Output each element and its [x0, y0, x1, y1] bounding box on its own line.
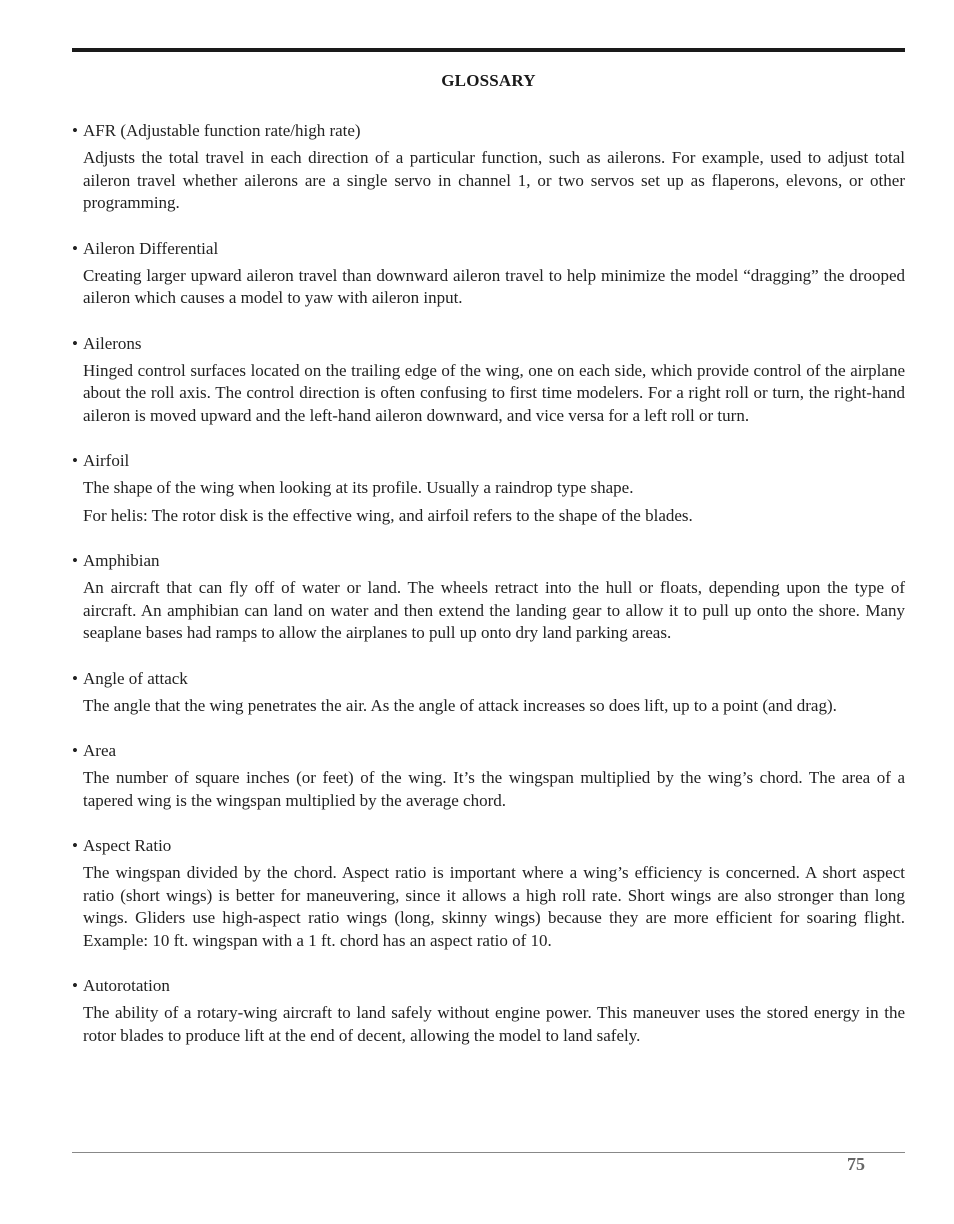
term-definition: Hinged control surfaces located on the trailing edge of the wing, one on each side, which provide control of the airplane about the roll axis. The control direction is often confusing to first time modelers. For a right roll or turn, the right-hand aileron is moved upward and the left-hand aileron downward, and vice versa for a left roll or turn.	[83, 360, 905, 425]
bullet-icon: •	[72, 976, 78, 995]
glossary-entry	[72, 333, 905, 428]
bullet-icon: •	[72, 551, 78, 570]
bullet-icon: •	[72, 836, 78, 855]
glossary-entry	[72, 450, 905, 527]
term-label: Aspect Ratio	[83, 836, 172, 855]
term-definition: Creating larger upward aileron travel than downward aileron travel to help minimize the model “dragging” the drooped aileron which causes a model to yaw with aileron input.	[83, 265, 905, 307]
term-label: Aileron Differential	[83, 238, 219, 258]
page-number: 75	[847, 1154, 865, 1174]
bullet-icon: •	[72, 238, 78, 258]
term-definition: The number of square inches (or feet) of the wing. It’s the wingspan multiplied by the wing’s chord. The area of a tapered wing is the wingspan multiplied by the average chord.	[83, 768, 905, 810]
bullet-icon: •	[72, 333, 78, 353]
term-definition: The shape of the wing when looking at its profile. Usually a raindrop type shape.	[83, 478, 634, 497]
glossary-entry	[72, 120, 905, 215]
term-label: Amphibian	[83, 551, 160, 570]
top-rule	[72, 48, 905, 52]
glossary-term	[72, 835, 905, 857]
term-label: AFR (Adjustable function rate/high rate)	[83, 121, 361, 140]
glossary-entry	[72, 975, 905, 1047]
glossary-term	[72, 120, 905, 142]
term-label: Angle of attack	[83, 668, 188, 688]
term-label: Airfoil	[83, 451, 130, 470]
bullet-icon: •	[72, 741, 78, 760]
term-definition: The wingspan divided by the chord. Aspect ratio is important where a wing’s efficiency is concerned. A short aspect ratio (short wings) is better for maneuvering, since it allows a high roll rate. Short wings are also stronger than long wings. Gliders use high-aspect ratio wings (long, skinny wings) because they are more efficient for soaring flight. Example: 10 ft. wingspan with a 1 ft. chord has an aspect ratio of 10.	[83, 863, 905, 950]
term-definition: The ability of a rotary-wing aircraft to land safely without engine power. This maneuver uses the stored energy in the rotor blades to produce lift at the end of decent, allowing the model to land safely.	[83, 1003, 905, 1045]
glossary-entry	[72, 550, 905, 645]
glossary-term	[72, 333, 905, 355]
glossary-entry	[72, 835, 905, 952]
glossary-list	[72, 120, 905, 1070]
page-title: GLOSSARY	[441, 71, 536, 90]
glossary-term	[72, 550, 905, 572]
glossary-entry	[72, 740, 905, 812]
glossary-term	[72, 450, 905, 472]
bullet-icon: •	[72, 121, 78, 140]
glossary-entry	[72, 668, 905, 718]
term-label: Autorotation	[83, 976, 170, 995]
term-definition: The angle that the wing penetrates the air. As the angle of attack increases so does lift, up to a point (and drag).	[83, 695, 837, 715]
term-definition: For helis: The rotor disk is the effective wing, and airfoil refers to the shape of the blades.	[83, 505, 693, 525]
glossary-term	[72, 740, 905, 762]
bullet-icon: •	[72, 451, 78, 470]
term-definition: An aircraft that can fly off of water or land. The wheels retract into the hull or floats, depending upon the type of aircraft. An amphibian can land on water and then extend the landing gear to allow it to pull up onto the shore. Many seaplane bases had ramps to allow the airplanes to pull up onto dry land parking areas.	[83, 578, 905, 642]
glossary-entry	[72, 238, 905, 310]
glossary-term	[72, 668, 905, 690]
bottom-rule	[72, 1152, 905, 1153]
term-label: Ailerons	[83, 333, 142, 353]
term-definition: Adjusts the total travel in each direction of a particular function, such as ailerons. For example, used to adjust total aileron travel whether ailerons are a single servo in channel 1, or two servos set up as flaperons, elevons, or other programming.	[83, 148, 905, 212]
glossary-term	[72, 238, 905, 260]
glossary-term	[72, 975, 905, 997]
bullet-icon: •	[72, 668, 78, 688]
term-label: Area	[83, 741, 117, 760]
